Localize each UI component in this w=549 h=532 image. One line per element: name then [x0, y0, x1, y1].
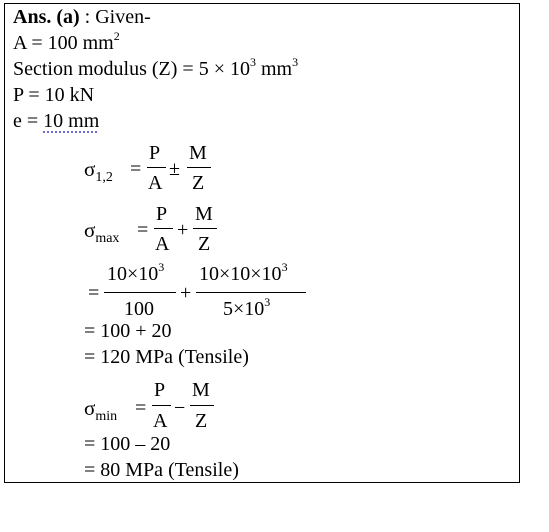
- sigma-12-symbol: $\sigma_{1,2}$: [84, 157, 113, 185]
- sigma-12-num-p: P: [149, 142, 161, 164]
- substitution-num1: $10\times 10^3$: [107, 260, 165, 285]
- sigma-12-num-m: M: [189, 142, 207, 164]
- given-load: P = 10 kN: [13, 84, 95, 106]
- sigma-max-num-m: M: [195, 203, 213, 225]
- area-exponent: 2: [113, 29, 120, 44]
- sigma-12-den-a: A: [148, 172, 163, 194]
- fraction-bar: [196, 292, 306, 293]
- given-label: : Given-: [79, 6, 151, 28]
- sigma-max-equals: =: [137, 219, 149, 241]
- sigma-max-operator: +: [177, 219, 189, 241]
- max-step-sum: = 100 + 20: [84, 320, 172, 342]
- answer-heading: [13, 6, 151, 28]
- substitution-num2: $10\times 10\times 10^3$: [199, 260, 288, 285]
- area-text: A = 100 mm: [13, 32, 114, 54]
- sigma-min-symbol: $\sigma_{min}$: [84, 396, 118, 424]
- given-section-modulus: [13, 55, 299, 80]
- sigma-max-symbol: $\sigma_{max}$: [84, 218, 120, 246]
- fraction-bar: [152, 405, 171, 406]
- sigma-max-num-p: P: [156, 203, 168, 225]
- modulus-unit: mm: [255, 58, 293, 80]
- fraction-bar: [190, 405, 214, 406]
- sigma-12-operator: ±: [169, 158, 180, 180]
- modulus-unit-exponent: 3: [292, 55, 299, 70]
- given-area: [13, 29, 120, 54]
- substitution-equals: =: [88, 282, 100, 304]
- min-step-result: = 80 MPa (Tensile): [84, 459, 239, 481]
- ecc-value: 10 mm: [43, 110, 100, 132]
- modulus-exponent: 3: [249, 55, 256, 70]
- fraction-bar: [104, 292, 176, 293]
- max-step-result: = 120 MPa (Tensile): [84, 346, 249, 368]
- fraction-bar: [147, 167, 166, 168]
- substitution-den1: 100: [124, 298, 154, 320]
- fraction-bar: [193, 228, 217, 229]
- answer-label: Ans. (a): [13, 6, 80, 28]
- sigma-12-equals: =: [130, 158, 142, 180]
- sigma-min-den-a: A: [153, 410, 168, 432]
- min-step-difference: = 100 – 20: [84, 433, 171, 455]
- sigma-max-den-z: Z: [198, 233, 211, 255]
- sigma-12-den-z: Z: [192, 172, 205, 194]
- sigma-min-num-m: M: [192, 379, 210, 401]
- fraction-bar: [187, 167, 211, 168]
- fraction-bar: [154, 228, 173, 229]
- ecc-label: e =: [13, 110, 44, 132]
- substitution-operator: +: [180, 282, 192, 304]
- substitution-den2: $5\times 10^3$: [223, 295, 271, 320]
- sigma-max-den-a: A: [155, 233, 170, 255]
- modulus-text: Section modulus (Z) = 5 × 10: [13, 58, 250, 80]
- sigma-min-den-z: Z: [195, 410, 208, 432]
- given-eccentricity: [13, 110, 99, 132]
- sigma-min-num-p: P: [154, 379, 166, 401]
- sigma-min-equals: =: [135, 397, 147, 419]
- sigma-min-operator: −: [174, 397, 186, 419]
